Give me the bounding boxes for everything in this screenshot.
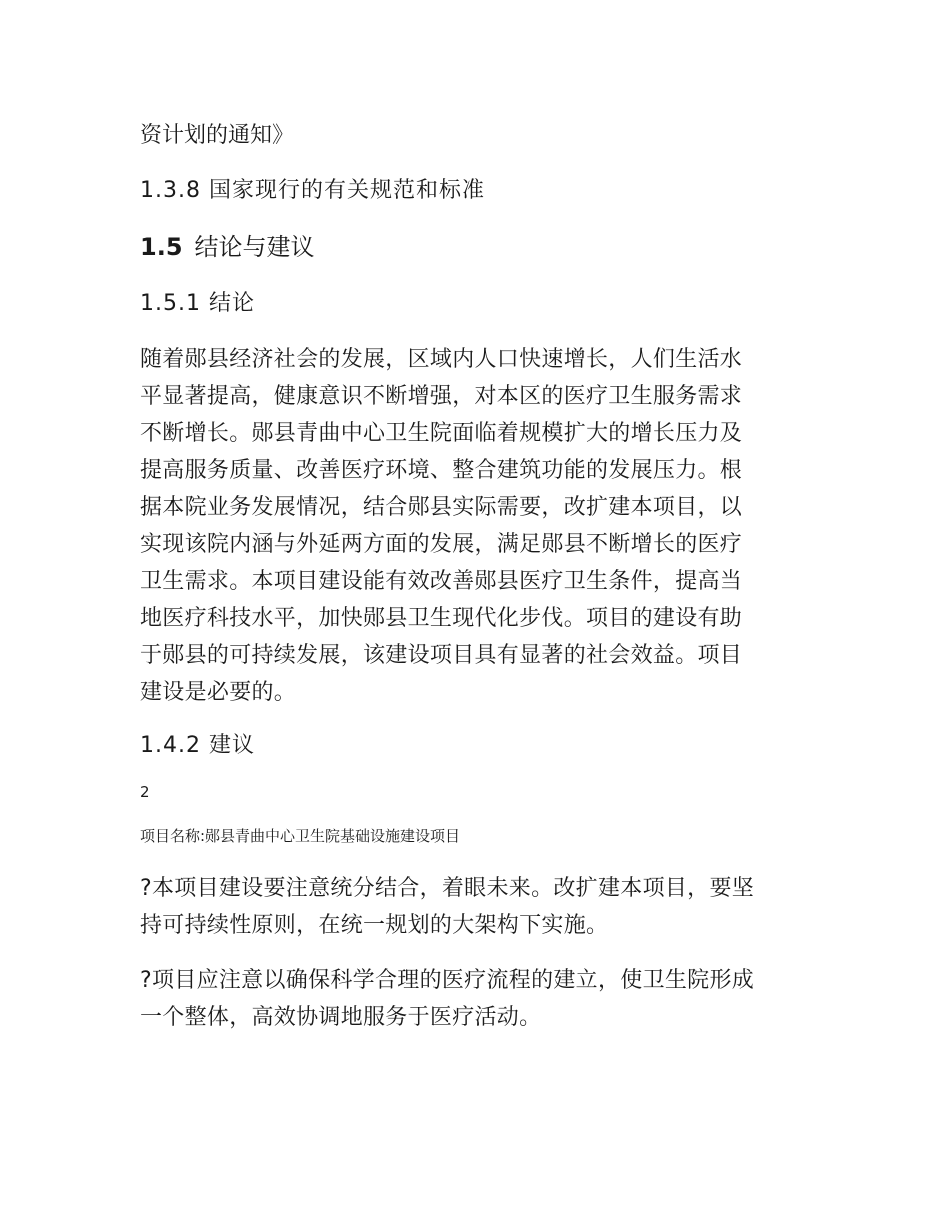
paragraph-line: 建设是必要的。 [140, 680, 297, 705]
suggestion-paragraph-1 [140, 870, 820, 944]
paragraph-line: 于郧县的可持续发展，该建设项目具有显著的社会效益。项目 [140, 643, 743, 668]
paragraph-line: 地医疗科技水平，加快郧县卫生现代化步伐。项目的建设有助 [140, 606, 743, 631]
paragraph-line: ?项目应注意以确保科学合理的医疗流程的建立，使卫生院形成 [140, 968, 755, 993]
paragraph-line: 随着郧县经济社会的发展，区域内人口快速增长，人们生活水 [140, 347, 743, 372]
section-heading-1-3-8: 1.3.8 国家现行的有关规范和标准 [140, 178, 485, 203]
paragraph-line: 实现该院内涵与外延两方面的发展，满足郧县不断增长的医疗 [140, 532, 743, 557]
suggestion-paragraph-2 [140, 962, 820, 1036]
paragraph-line: 一个整体，高效协调地服务于医疗活动。 [140, 1005, 542, 1030]
paragraph-line: 卫生需求。本项目建设能有效改善郧县医疗卫生条件，提高当 [140, 569, 743, 594]
paragraph-line: 持可持续性原则，在统一规划的大架构下实施。 [140, 913, 609, 938]
section-heading-1-5 [140, 231, 820, 263]
paragraph-line: 提高服务质量、改善医疗环境、整合建筑功能的发展压力。根 [140, 458, 743, 483]
running-header: 项目名称:郧县青曲中心卫生院基础设施建设项目 [140, 827, 461, 845]
section-heading-1-4-2: 1.4.2 建议 [140, 733, 255, 758]
paragraph-line: 据本院业务发展情况，结合郧县实际需要，改扩建本项目，以 [140, 495, 743, 520]
paragraph-line: 不断增长。郧县青曲中心卫生院面临着规模扩大的增长压力及 [140, 421, 743, 446]
page-number: 2 [140, 783, 150, 801]
section-heading-1-5-1: 1.5.1 结论 [140, 291, 255, 316]
section-title: 结论与建议 [194, 233, 315, 261]
paragraph-line: 平显著提高，健康意识不断增强，对本区的医疗卫生服务需求 [140, 384, 743, 409]
text-fragment-top: 资计划的通知》 [140, 123, 295, 148]
paragraph-line: ?本项目建设要注意统分结合，着眼未来。改扩建本项目，要坚 [140, 876, 755, 901]
section-number: 1.5 [140, 233, 183, 261]
conclusion-paragraph [140, 341, 820, 711]
